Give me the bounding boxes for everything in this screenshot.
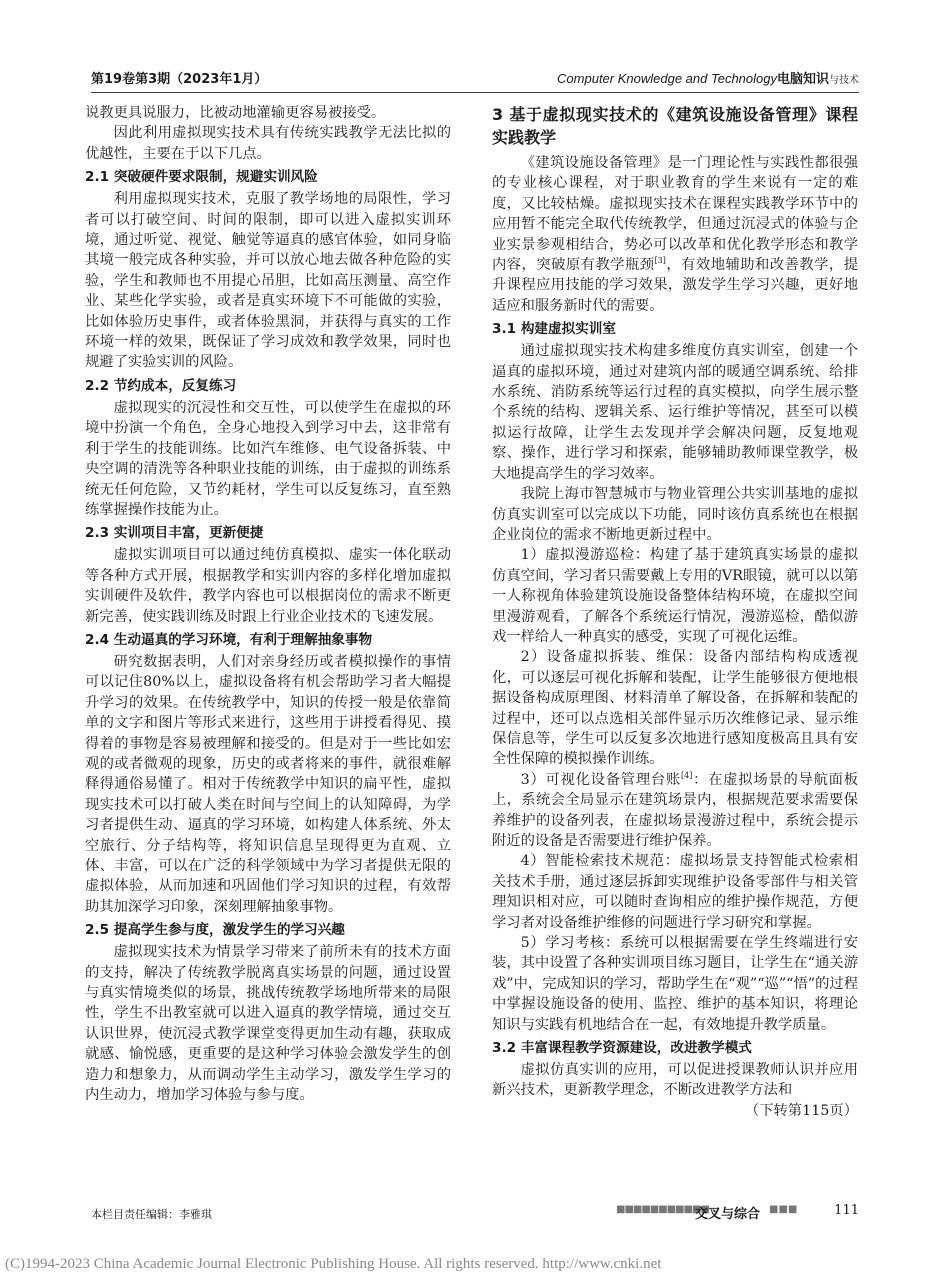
citation-3: [3] bbox=[654, 256, 666, 266]
paragraph-3-part-b: ，有效地辅助和改善教学，提升课程应用技能的学习效果，激发学生学习兴趣，更好地适应和服务新时代的需要。 bbox=[492, 257, 859, 314]
issue-info: 第19卷第3期（2023年1月） bbox=[91, 72, 268, 87]
section-heading-2-2: 2.2 节约成本，反复练习 bbox=[85, 377, 237, 394]
section-heading-3: 3 基于虚拟现实技术的《建筑设施设备管理》课程实践教学 bbox=[492, 105, 858, 147]
footer-dots-right: ■■■ bbox=[769, 1204, 798, 1215]
paragraph-intro: 因此利用虚拟现实技术具有传统实践教学无法比拟的优越性，主要在于以下几点。 bbox=[85, 125, 451, 162]
journal-name-suffix: 与技术 bbox=[829, 75, 859, 86]
paragraph-3-2: 虚拟仿真实训的应用，可以促进授课教师认识并应用新兴技术，更新教学理念，不断改进教学方法和 bbox=[492, 1062, 858, 1099]
list-item-4: 4）智能检索技术规范：虚拟场景支持智能式检索相关技术手册，通过逐层拆卸实现维护设备零部件与相关管理知识相对应，可以随时查询相应的维护操作规范，方便学习者对设备维护维修的问题进行学习研究和掌握。 bbox=[492, 853, 858, 931]
copyright-watermark: (C)1994-2023 China Academic Journal Electronic Publishing House. All rights reserved. http://www.cnki.net bbox=[5, 1256, 662, 1272]
continued-note: （下转第115页） bbox=[744, 1102, 858, 1119]
running-header bbox=[91, 68, 859, 90]
section-name: 交叉与综合 bbox=[695, 1207, 761, 1222]
footer-dots-left: ■■■■■■■■■■■ bbox=[616, 1204, 709, 1215]
journal-name-cn: 电脑知识 bbox=[776, 71, 829, 86]
list-item-1: 1）虚拟漫游巡检：构建了基于建筑真实场景的虚拟仿真空间，学习者只需要戴上专用的VR眼镜，就可以以第一人称视角体验建筑设施设备整体结构环境，在虚拟空间里漫游观看，了解各个系统运行情况，漫游巡检，酷似游戏一样给人一种真实的感受，实现了可视化运维。 bbox=[492, 547, 858, 645]
paragraph-3-1-a: 通过虚拟现实技术构建多维度仿真实训室，创建一个逼真的虚拟环境，通过对建筑内部的暖通空调系统、给排水系统、消防系统等运行过程的真实模拟，向学生展示整个系统的结构、逻辑关系、运行维护等情况，甚至可以模拟运行故障，让学生去发现并学会解决问题，反复地观察、操作，进行学习和探索，能够辅助教师课堂教学，极大地提高学生的学习效率。 bbox=[492, 343, 858, 482]
right-column bbox=[492, 103, 858, 1121]
list-item-3-part-b: ：在虚拟场景的导航面板上，系统会全局显示在建筑场景内，根据规范要求需要保养维护的设备列表，在虚拟场景漫游过程中，系统会提示附近的设备是否需要进行维护保养。 bbox=[492, 771, 858, 849]
paragraph-2-3: 虚拟实训项目可以通过纯仿真模拟、虚实一体化联动等各种方式开展，根据教学和实训内容的多样化增加虚拟实训硬件及软件，教学内容也可以根据岗位的需求不断更新完善，使实践训练及时跟上行业企业技术的飞速发展。 bbox=[85, 547, 451, 625]
list-item-5: 5）学习考核：系统可以根据需要在学生终端进行安装，其中设置了各种实训项目练习题目，让学生在“通关游戏”中，完成知识的学习，帮助学生在“观”“巡”“悟”的过程中掌握设施设备的使用、监控、维护的基本知识，将理论知识与实践有机地结合在一起，有效地提升教学质量。 bbox=[492, 935, 858, 1033]
footer bbox=[91, 1204, 859, 1224]
section-heading-2-3: 2.3 实训项目丰富，更新便捷 bbox=[85, 525, 264, 542]
paragraph-2-4: 研究数据表明，人们对亲身经历或者模拟操作的事情可以记住80%以上，虚拟设备将有机会帮助学习者大幅提升学习的效果。在传统教学中，知识的传授一般是依靠简单的文字和图片等形式来进行，这些用于讲授看得见、摸得着的事物是容易被理解和接受的。但是对于一些比如宏观的或者微观的现象，历史的或者将来的事件，就很难解释得通俗易懂了。相对于传统教学中知识的扁平性，虚拟现实技术可以打破人类在时间与空间上的认知障碍，为学习者提供生动、逼真的学习环境，如构建人体系统、外太空旅行、分子结构等，将知识信息呈现得更为直观、立体、丰富，可以在广泛的科学领域中为学习者提供无限的虚拟体验，从而加速和巩固他们学习知识的过程，有效帮助其加深学习印象，深刻理解抽象事物。 bbox=[85, 653, 451, 915]
paragraph-3-part-a: 《建筑设施设备管理》是一门理论性与实践性都很强的专业核心课程，对于职业教育的学生来说有一定的难度，又比较枯燥。虚拟现实技术在课程实践教学环节中的应用暂不能完全取代传统教学，但通过沉浸式的体验与企业实景参观相结合，势必可以改革和优化教学形态和教学内容，突破原有教学瓶颈 bbox=[492, 155, 858, 274]
paragraph-continued: 说教更具说服力，比被动地灌输更容易被接受。 bbox=[85, 105, 386, 121]
section-heading-2-4: 2.4 生动逼真的学习环境，有利于理解抽象事物 bbox=[85, 631, 373, 648]
paragraph-2-1: 利用虚拟现实技术，克服了教学场地的局限性，学习者可以打破空间、时间的限制，即可以进入虚拟实训环境，通过听觉、视觉、触觉等逼真的感官体验，如同身临其境一般完成各种实验，并可以放心地去做各种危险的实验，学生和教师也不用提心吊胆，比如高压测量、高空作业、某些化学实验，或者是真实环境下不可能做的实验，比如体验历史事件，或者体验黑洞，并获得与真实的工作环境一样的效果，既保证了学习成效和教学效果，同时也规避了实验实训的风险。 bbox=[85, 191, 451, 371]
section-heading-3-1: 3.1 构建虚拟实训室 bbox=[492, 321, 616, 338]
section-heading-2-1: 2.1 突破硬件要求限制，规避实训风险 bbox=[85, 169, 318, 186]
journal-name bbox=[557, 68, 859, 87]
paragraph-2-5: 虚拟现实技术为情景学习带来了前所未有的技术方面的支持，解决了传统教学脱离真实场景的问题，通过设置与真实情境类似的场景，挑战传统教学场地所带来的局限性，学生不出教室就可以进入逼真的教学情境，通过交互认识世界，使沉浸式教学课堂变得更加生动有趣，获取成就感、愉悦感，更重要的是这种学习体验会激发学生的创造力和想象力，从而调动学生主动学习，激发学生学习的内生动力，增加学习体验与参与度。 bbox=[85, 944, 451, 1104]
paragraph-3 bbox=[492, 153, 858, 316]
paragraph-2-2: 虚拟现实的沉浸性和交互性，可以使学生在虚拟的环境中扮演一个角色，全身心地投入到学习中去，这非常有利于学生的技能训练。比如汽车维修、电气设备拆装、中央空调的清洗等各种职业技能的训练，由于虚拟的训练系统无任何危险，又节约耗材，学生可以反复练习，直至熟练掌握操作技能为止。 bbox=[85, 399, 451, 518]
paragraph-3-1-b: 我院上海市智慧城市与物业管理公共实训基地的虚拟仿真实训室可以完成以下功能，同时该仿真系统也在根据企业岗位的需求不断地更新过程中。 bbox=[492, 486, 858, 543]
editor-credit: 本栏目责任编辑：李雅琪 bbox=[91, 1208, 212, 1221]
section-heading-2-5: 2.5 提高学生参与度，激发学生的学习兴趣 bbox=[85, 922, 345, 939]
list-item-2: 2）设备虚拟拆装、维保：设备内部结构构成透视化，可以逐层可视化拆解和装配，让学生能够很方便地根据设备构成原理图、材料清单了解设备，在拆解和装配的过程中，还可以点选相关部件显示历次维修记录、显示维保信息等，学生可以反复多次地进行感知度极高且具有安全性保障的模拟操作训练。 bbox=[492, 649, 858, 768]
left-column bbox=[85, 103, 451, 1105]
section-heading-3-2: 3.2 丰富课程教学资源建设，改进教学模式 bbox=[492, 1040, 752, 1057]
journal-name-en: Computer Knowledge and Technology bbox=[557, 71, 777, 86]
citation-4: [4] bbox=[681, 771, 693, 781]
list-item-3-part-a: 3）可视化设备管理台账 bbox=[520, 771, 682, 788]
header-rule bbox=[91, 92, 859, 93]
page-number: 111 bbox=[834, 1203, 859, 1218]
list-item-3 bbox=[492, 770, 858, 852]
